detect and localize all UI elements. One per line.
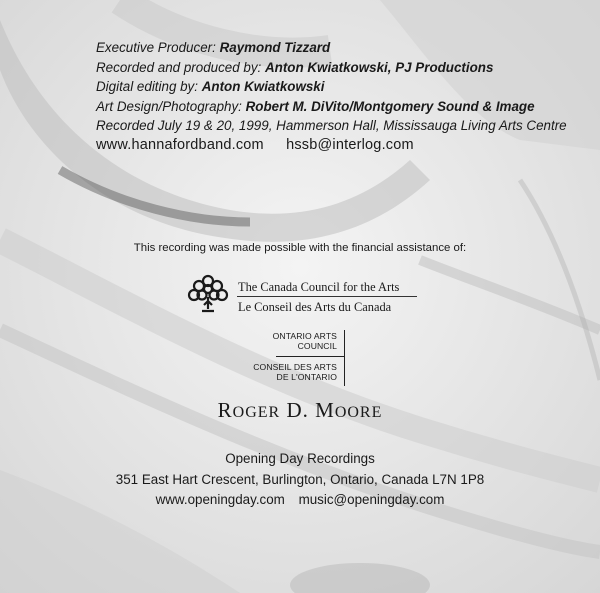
label-address: 351 East Hart Crescent, Burlington, Ontario, Canada L7N 1P8 bbox=[115, 471, 485, 487]
ontario-arts-council-logo bbox=[246, 330, 345, 386]
label-website-link[interactable]: www.openingday.com bbox=[155, 492, 285, 507]
art-design-line bbox=[96, 97, 567, 117]
art-design-label: Art Design/Photography: bbox=[96, 98, 242, 114]
ontario-arts-divider bbox=[276, 356, 344, 357]
band-email-link[interactable]: hssb@interlog.com bbox=[286, 136, 414, 153]
band-contact-line bbox=[96, 136, 567, 156]
credits-block bbox=[96, 38, 567, 156]
canada-council-divider bbox=[237, 296, 417, 297]
sponsor-first-initial: R bbox=[217, 398, 233, 422]
sponsor-middle: D. bbox=[286, 398, 309, 422]
band-website-link[interactable]: www.hannafordband.com bbox=[96, 136, 264, 153]
sponsor-last-initial: M bbox=[315, 398, 335, 422]
label-web-line bbox=[0, 490, 600, 511]
canada-council-tree-icon bbox=[186, 273, 230, 317]
digital-editing-label: Digital editing by: bbox=[96, 79, 198, 95]
ontario-arts-english bbox=[273, 331, 337, 351]
canada-council-logo bbox=[186, 271, 426, 321]
label-contact-block bbox=[0, 449, 600, 511]
ontario-arts-line2: COUNCIL bbox=[297, 341, 337, 351]
sponsor-first-rest: OGER bbox=[232, 404, 281, 421]
assistance-note: This recording was made possible with the financial assistance of: bbox=[133, 242, 467, 254]
recorded-produced-label: Recorded and produced by: bbox=[96, 59, 262, 75]
digital-editing-name: Anton Kwiatkowski bbox=[201, 79, 325, 95]
recorded-produced-line bbox=[96, 58, 567, 78]
ontario-arts-line1: ONTARIO ARTS bbox=[272, 331, 337, 341]
sponsor-name bbox=[0, 398, 600, 423]
label-email-link[interactable]: music@openingday.com bbox=[298, 492, 445, 507]
sponsor-last-rest: OORE bbox=[334, 404, 383, 421]
executive-producer-line bbox=[96, 38, 567, 58]
recorded-info-line: Recorded July 19 & 20, 1999, Hammerson Hall, Mississauga Living Arts Centre bbox=[96, 118, 567, 134]
ontario-arts-line3: CONSEIL DES ARTS bbox=[253, 362, 337, 372]
label-name: Opening Day Recordings bbox=[225, 451, 375, 466]
ontario-arts-french bbox=[253, 362, 337, 382]
recorded-produced-name: Anton Kwiatkowski, PJ Productions bbox=[265, 59, 494, 75]
digital-editing-line bbox=[96, 77, 567, 97]
executive-producer-name: Raymond Tizzard bbox=[219, 40, 331, 55]
canada-council-english: The Canada Council for the Arts bbox=[238, 280, 400, 294]
canada-council-french: Le Conseil des Arts du Canada bbox=[238, 300, 392, 314]
ontario-arts-line4: DE L'ONTARIO bbox=[276, 372, 337, 382]
executive-producer-label: Executive Producer: bbox=[96, 40, 216, 55]
art-design-name: Robert M. DiVito/Montgomery Sound & Image bbox=[245, 98, 535, 114]
